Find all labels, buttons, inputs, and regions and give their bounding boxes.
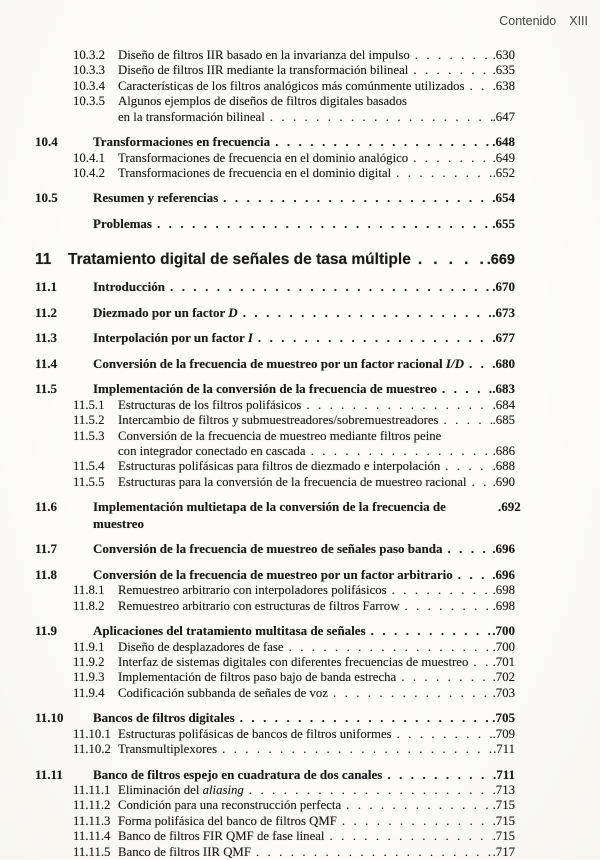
toc-entry-page: . 703 <box>493 686 515 701</box>
toc-entry-title-text: Aplicaciones del tratamiento multitasa de señales <box>93 623 366 639</box>
toc-entry-title-text: Transmultiplexores <box>118 742 218 757</box>
toc-entry-page: . 683 <box>492 381 515 398</box>
toc-entry-page: . 711 <box>493 767 515 784</box>
toc-entry <box>0 727 600 742</box>
toc-entry-title-text: Condición para una reconstrucción perfecta <box>118 798 342 813</box>
toc-entry-title <box>93 381 437 398</box>
toc-entry-title <box>93 134 270 151</box>
dot-leader <box>244 783 493 798</box>
toc-entry-number: 11.10.1 <box>73 726 111 741</box>
toc-entry <box>0 79 600 94</box>
toc-entry-number: 11.9.1 <box>73 639 105 654</box>
dot-leader <box>165 279 492 296</box>
dot-leader <box>411 250 487 270</box>
toc-entry <box>0 166 600 181</box>
toc-entry-title <box>118 63 408 78</box>
toc-entry-title <box>93 767 382 784</box>
toc-entry-title-text: Banco de filtros IIR QMF <box>118 844 251 859</box>
toc-entry-title-text: Banco de filtros espejo en cuadratura de dos canales <box>93 766 383 782</box>
dot-leader <box>382 767 493 784</box>
toc-entry-page: . 713 <box>493 783 515 798</box>
toc-entry-number: 11 <box>35 251 52 269</box>
toc-entry <box>0 413 600 428</box>
toc-entry-title-text: Conversión de la frecuencia de muestreo por un factor arbitrario <box>93 566 453 582</box>
toc-entry-title <box>118 599 399 614</box>
page-header <box>499 14 588 28</box>
dot-leader <box>265 110 493 125</box>
dot-leader <box>442 541 492 558</box>
toc-entry-title-text: Estructuras polifásicas de bancos de filtros uniformes <box>118 726 392 741</box>
toc-entry-title <box>118 110 265 125</box>
toc-entry-title <box>93 541 442 558</box>
dot-leader <box>399 599 492 614</box>
toc-entry <box>0 279 600 296</box>
dot-leader <box>218 190 492 207</box>
toc-entry-page: . 654 <box>492 190 515 207</box>
toc-entry-page: . 696 <box>492 541 515 558</box>
toc-entry-number: 10.4.2 <box>73 165 105 180</box>
toc-entry-number: 11.2 <box>35 304 58 320</box>
toc-entry-number: 11.9.2 <box>73 655 105 669</box>
toc-entry-number: 11.5.3 <box>73 428 105 443</box>
toc-entry-title-text: Transformaciones de frecuencia en el dominio digital <box>118 165 392 180</box>
toc-entry <box>0 63 600 78</box>
toc-entry-number: 11.11.2 <box>73 798 111 813</box>
toc-entry-number: 11.10.2 <box>73 742 111 757</box>
toc-entry-title <box>118 413 439 428</box>
toc-entry-title <box>118 783 244 798</box>
toc-entry-title-text: Forma polifásica del banco de filtros QMF <box>118 813 337 828</box>
toc-entry-page: . 690 <box>493 475 515 490</box>
toc-entry-title <box>118 670 396 685</box>
toc-entry-number: 11.11 <box>35 766 63 782</box>
dot-leader <box>217 742 493 757</box>
toc-entry <box>0 670 600 685</box>
dot-leader <box>152 216 492 233</box>
toc-entry-title <box>118 655 468 670</box>
toc-entry-number: 10.3.4 <box>73 78 105 93</box>
dot-leader <box>270 134 492 151</box>
dot-leader <box>440 459 492 474</box>
toc-entry-title-text: Estructuras de los filtros polifásicos <box>118 397 302 412</box>
toc-entry <box>0 767 600 784</box>
toc-entry-number: 10.3.3 <box>73 63 105 78</box>
dot-leader <box>396 670 492 685</box>
toc-entry <box>0 216 600 233</box>
toc-entry-title-text: Estructuras para la conversión de la frecuencia de muestreo racional <box>118 474 467 489</box>
toc-entry <box>0 381 600 398</box>
toc-entry-title <box>118 742 217 757</box>
toc-entry-number: 11.9 <box>35 623 58 639</box>
toc-entry-page: . 655 <box>492 216 515 233</box>
toc-entry-title-text: Diseño de desplazadores de fase <box>118 639 284 654</box>
toc-entry-page: . 652 <box>493 166 515 181</box>
toc-entry <box>0 742 600 757</box>
toc-entry-page: . 685 <box>493 413 515 428</box>
toc-entry-page: . 700 <box>493 640 515 655</box>
toc-entry <box>0 48 600 63</box>
toc-entry-number: 11.1 <box>35 279 58 295</box>
toc-entry <box>0 829 600 844</box>
dot-leader <box>366 623 493 640</box>
toc-entry-title <box>118 79 465 94</box>
toc-entry <box>0 640 600 655</box>
toc-entry-number: 11.8 <box>35 566 58 582</box>
toc-entry-title-text: Transformaciones en frecuencia <box>93 134 271 150</box>
dot-leader <box>464 356 492 373</box>
toc-entry-number: 11.5.2 <box>73 413 105 428</box>
toc-entry-number: 11.5 <box>35 381 58 397</box>
toc-entry-title-text: Conversión de la frecuencia de muestreo mediante filtros peine <box>118 428 442 443</box>
dot-leader <box>301 398 492 413</box>
toc-entry-title <box>118 829 325 844</box>
toc-entry <box>0 94 600 109</box>
dot-leader <box>468 655 492 670</box>
dot-leader <box>238 305 493 322</box>
toc-entry <box>0 190 600 207</box>
toc-entry-page: . 696 <box>492 567 515 584</box>
toc-entry <box>0 134 600 151</box>
toc-entry-title-text: Interpolación por un factor <box>93 330 248 346</box>
toc-entry <box>0 356 600 373</box>
toc-entry-title-text: Conversión de la frecuencia de muestreo por un factor racional <box>93 355 446 371</box>
toc-entry-number: 10.4 <box>35 134 58 150</box>
toc-entry <box>0 798 600 813</box>
toc-entry <box>0 845 600 860</box>
toc-entry-page: . 715 <box>493 829 515 844</box>
toc-entry-title <box>118 814 337 829</box>
toc-entry-page: . 684 <box>493 398 515 413</box>
toc-entry-number: 10.4.1 <box>73 150 105 165</box>
dot-leader <box>387 583 493 598</box>
toc-entry-page: . 649 <box>493 151 515 166</box>
toc-entry-title-text: Estructuras polifásicas para filtros de diezmado e interpolación <box>118 459 441 474</box>
toc-entry-number: 11.11.1 <box>73 783 111 798</box>
toc-entry-page: . 701 <box>493 655 515 670</box>
dot-leader <box>328 686 493 701</box>
toc-entry-title <box>118 845 251 860</box>
toc-entry-title <box>118 475 467 490</box>
toc-entry-page: . 709 <box>493 727 515 742</box>
toc-entry-page: . 711 <box>493 742 515 757</box>
toc-entry <box>0 499 600 532</box>
toc-entry <box>0 623 600 640</box>
toc-entry-title <box>93 330 253 347</box>
toc-entry-page: . 698 <box>493 599 515 614</box>
toc-entry-number: 11.9.4 <box>73 685 105 700</box>
toc-entry-title-text: con integrador conectado en cascada <box>118 444 306 459</box>
toc-entry <box>0 151 600 166</box>
toc-entry <box>0 814 600 829</box>
toc-entry <box>0 110 600 125</box>
toc-entry-number: 11.8.1 <box>73 583 105 598</box>
toc-entry-title <box>93 356 464 373</box>
toc-entry-title-italic: aliasing <box>202 783 244 798</box>
toc-entry-title-text: en la transformación bilineal <box>118 109 265 124</box>
toc-entry-page: . 715 <box>493 814 515 829</box>
toc-entry-title <box>118 727 392 742</box>
dot-leader <box>467 475 493 490</box>
dot-leader <box>235 710 493 727</box>
toc-entry-title-italic: I <box>247 330 253 346</box>
toc-entry-page: . 670 <box>492 279 515 296</box>
toc-entry-title <box>118 94 407 109</box>
toc-entry <box>0 567 600 584</box>
dot-leader <box>410 48 493 63</box>
toc-entry-number: 11.4 <box>35 355 58 371</box>
toc-entry-page: . 635 <box>493 63 515 78</box>
toc-entry-number: 11.5.1 <box>73 397 105 412</box>
toc-entry-title-text: Problemas <box>93 215 152 231</box>
toc-entry-number: 11.9.3 <box>73 670 105 685</box>
toc-entry <box>0 305 600 322</box>
toc-entry-title <box>93 305 238 322</box>
toc-entry-title-text: Diseño de filtros IIR mediante la transformación bilineal <box>118 63 409 78</box>
toc-entry-title-text: Bancos de filtros digitales <box>93 710 235 726</box>
toc-entry <box>0 330 600 347</box>
toc-entry-title <box>118 583 387 598</box>
toc-entry <box>0 429 600 444</box>
toc-entry-number: 10.3.2 <box>73 48 105 62</box>
toc-entry-title-text: Remuestreo arbitrario con interpoladores polifásicos <box>118 583 387 598</box>
toc-entry-title <box>68 250 411 270</box>
toc-entry-number: 11.5.4 <box>73 459 105 474</box>
toc-entry-page: . 688 <box>493 459 515 474</box>
dot-leader <box>306 444 493 459</box>
toc-entry <box>0 686 600 701</box>
header-page-number: XIII <box>569 14 588 28</box>
toc-entry-number: 11.8.2 <box>73 598 105 613</box>
toc-entry-page: . 686 <box>493 444 515 459</box>
toc-entry-number: 11.11.5 <box>73 844 111 859</box>
toc-entry-title <box>93 710 235 727</box>
dot-leader <box>439 413 493 428</box>
toc-entry-title-text: Codificación subbanda de señales de voz <box>118 685 329 700</box>
toc-entry-number: 10.3.5 <box>73 94 105 109</box>
dot-leader <box>284 640 493 655</box>
toc-entry-page: . 700 <box>492 623 515 640</box>
dot-leader <box>465 79 493 94</box>
toc-entry <box>0 444 600 459</box>
dot-leader <box>253 330 492 347</box>
toc-entry-number: 10.5 <box>35 190 58 206</box>
toc-entry-number: 11.3 <box>35 330 58 346</box>
toc-entry-page: . 648 <box>492 134 515 151</box>
toc-entry-page: . 698 <box>493 583 515 598</box>
toc-entry-page: . 705 <box>492 710 515 727</box>
dot-leader <box>391 166 492 181</box>
toc-entry-title-text: Transformaciones de frecuencia en el dominio analógico <box>118 150 409 165</box>
toc-entry-title-text: Diseño de filtros IIR basado en la invarianza del impulso <box>118 48 410 62</box>
toc-entry-title <box>93 623 366 640</box>
toc-entry-title-text: Eliminación del <box>118 783 203 798</box>
toc-entry-title-text: Introducción <box>93 279 165 295</box>
toc-entry-title <box>118 429 441 444</box>
toc-entry-title-text: Implementación de filtros paso bajo de banda estrecha <box>118 670 397 685</box>
toc-entry-title-text: Banco de filtros FIR QMF de fase lineal <box>118 829 325 844</box>
toc-entry-title-italic: D <box>228 304 238 320</box>
toc-entry-number: 11.10 <box>35 710 64 726</box>
toc-entry-page: . 630 <box>493 48 515 63</box>
toc-entry-title-text: Interfaz de sistemas digitales con diferentes frecuencias de muestreo <box>118 655 469 669</box>
toc-entry <box>0 655 600 670</box>
toc-entry-title-text: Implementación multietapa de la conversión de la frecuencia de muestreo <box>93 499 446 531</box>
toc-entry-title-text: Algunos ejemplos de diseños de filtros digitales basados <box>118 94 407 109</box>
toc-entry-page: . 702 <box>493 670 515 685</box>
toc-entry-number: 11.6 <box>35 499 58 515</box>
toc-entry-title-text: Diezmado por un factor <box>93 304 229 320</box>
toc-entry-title <box>118 398 301 413</box>
dot-leader <box>337 814 493 829</box>
toc-entry-title-text: Conversión de la frecuencia de muestreo de señales paso banda <box>93 541 443 557</box>
toc-entry-title-italic: I/D <box>445 355 464 371</box>
toc-entry-title <box>93 216 152 233</box>
toc-entry-title-text: Resumen y referencias <box>93 190 219 206</box>
toc-entry <box>0 459 600 474</box>
toc-entry <box>0 475 600 490</box>
toc-entry-title <box>118 166 391 181</box>
toc-entry <box>0 710 600 727</box>
toc-entry-page: . 669 <box>487 250 515 270</box>
toc-entry-number: 11.11.3 <box>73 813 111 828</box>
toc-entry-title <box>93 567 453 584</box>
dot-leader <box>325 829 493 844</box>
toc-entry-title <box>118 444 306 459</box>
header-section-label: Contenido <box>499 14 557 28</box>
toc-entry-page: . 638 <box>493 79 515 94</box>
toc-entry-page: . 673 <box>492 305 515 322</box>
toc-entry-title-text: Implementación de la conversión de la frecuencia de muestreo <box>93 381 437 397</box>
dot-leader <box>437 381 492 398</box>
toc-entry <box>0 398 600 413</box>
dot-leader <box>392 727 493 742</box>
toc-entry-page: . 680 <box>492 356 515 373</box>
toc-entry-number: 11.7 <box>35 541 58 557</box>
toc-entry-page: . 647 <box>493 110 515 125</box>
toc-entry-page: . 717 <box>493 845 515 860</box>
toc-entry-title-text: Remuestreo arbitrario con estructuras de filtros Farrow <box>118 598 400 613</box>
toc-entry-title <box>93 190 218 207</box>
toc-entry-page: . 692 <box>498 499 521 516</box>
toc-entry-number: 11.5.5 <box>73 474 105 489</box>
toc-entry-title <box>93 499 493 532</box>
dot-leader <box>453 567 493 584</box>
dot-leader <box>251 845 493 860</box>
toc-entry-title <box>93 279 165 296</box>
toc-entry-title <box>118 798 341 813</box>
toc-entry-title <box>118 459 440 474</box>
dot-leader <box>408 63 492 78</box>
toc-entry <box>0 599 600 614</box>
toc-entry <box>0 783 600 798</box>
toc-entry-page: . 677 <box>492 330 515 347</box>
toc-entry-title-text: Características de los filtros analógicos más comúnmente utilizados <box>118 78 465 93</box>
toc-entry-title <box>118 48 410 63</box>
toc-entry-title-text: Tratamiento digital de señales de tasa múltiple <box>68 251 411 269</box>
toc-entry-title <box>118 640 284 655</box>
toc-entry <box>0 250 600 270</box>
toc-entry-title-text: Intercambio de filtros y submuestreadores/sobremuestreadores <box>118 413 439 428</box>
toc-entry-number: 11.11.4 <box>73 829 111 844</box>
toc-entry-title <box>118 686 328 701</box>
dot-leader <box>341 798 492 813</box>
toc-entry-page: . 715 <box>493 798 515 813</box>
toc-list <box>0 48 600 860</box>
dot-leader <box>408 151 492 166</box>
toc-entry <box>0 583 600 598</box>
toc-entry-title <box>118 151 408 166</box>
toc-entry <box>0 541 600 558</box>
